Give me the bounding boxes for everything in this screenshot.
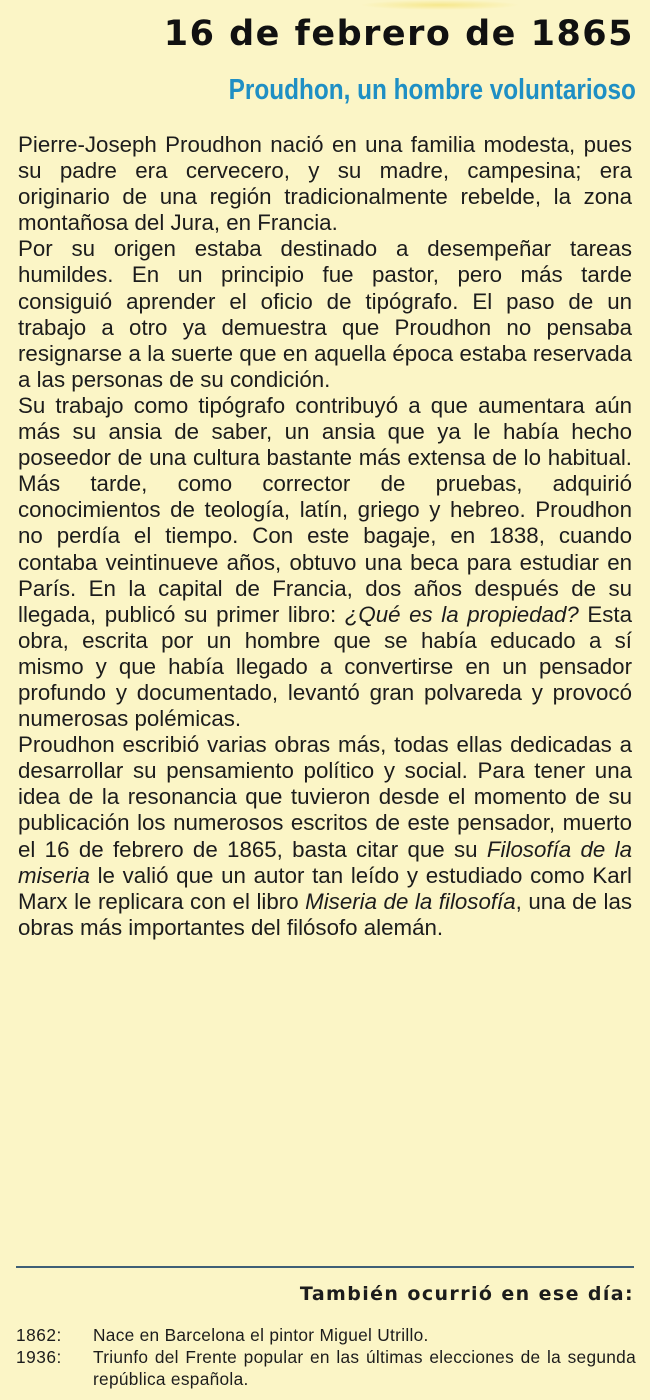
date-title: 16 de febrero de 1865 bbox=[163, 14, 634, 54]
paper-stain bbox=[360, 0, 520, 10]
also-happened-heading: También ocurrió en ese día: bbox=[299, 1283, 634, 1305]
section-divider bbox=[16, 1266, 634, 1268]
text-run: le valió que un autor tan leído y estudiado como Karl Marx le replicara con el libro bbox=[18, 862, 632, 914]
book-title: Filosofía de la miseria bbox=[18, 836, 633, 888]
event-year: 1936: bbox=[16, 1347, 62, 1367]
list-item bbox=[16, 1346, 636, 1390]
text-run: Proudhon escribió varias obras más, todas ellas dedicadas a desarrollar su pensamiento político y social. Para tener una idea de la resonancia que tuvieron desde el momento de su publicación los numerosos escritos de este pensador, muerto el 16 de febrero de 1865, basta citar que su bbox=[18, 732, 632, 862]
paragraph bbox=[18, 732, 632, 941]
book-title: Miseria de la filosofía bbox=[305, 888, 516, 914]
book-title: ¿Qué es la propiedad? bbox=[344, 601, 579, 627]
paragraph bbox=[18, 132, 632, 236]
text-run: , una de las obras más importantes del filósofo alemán. bbox=[18, 888, 632, 940]
article-subtitle: Proudhon, un hombre voluntarioso bbox=[228, 74, 636, 106]
paragraph bbox=[18, 393, 632, 732]
event-text: Triunfo del Frente popular en las últimas elecciones de la segunda república española. bbox=[93, 1347, 636, 1389]
event-year: 1862: bbox=[16, 1325, 62, 1345]
article-body bbox=[18, 132, 632, 941]
event-text: Nace en Barcelona el pintor Miguel Utrillo. bbox=[93, 1325, 429, 1345]
paragraph bbox=[18, 236, 632, 393]
text-run: Esta obra, escrita por un hombre que se había educado a sí mismo y que había llegado a convertirse en un pensador profundo y documentado, levantó gran polvareda y provocó numerosas polémicas. bbox=[18, 601, 633, 732]
events-list bbox=[16, 1324, 636, 1390]
text-run: Pierre-Joseph Proudhon nació en una familia modesta, pues su padre era cervecero, y su madre, campesina; era originario de una región tradicionalmente rebelde, la zona montañosa del Jura, en Francia. bbox=[18, 132, 632, 236]
text-run: Por su origen estaba destinado a desempeñar tareas humildes. En un principio fue pastor, pero más tarde consiguió aprender el oficio de tipógrafo. El paso de un trabajo a otro ya demuestra que Proudhon no pensaba resignarse a la suerte que en aquella época estaba reservada a las personas de su condición. bbox=[18, 236, 632, 392]
list-item bbox=[16, 1324, 636, 1346]
text-run: Su trabajo como tipógrafo contribuyó a que aumentara aún más su ansia de saber, un ansia que ya le había hecho poseedor de una cultura bastante más extensa de lo habitual. Más tarde, como corrector de pruebas, adquirió conocimientos de teología, latín, griego y hebreo. Proudhon no perdía el tiempo. Con este bagaje, en 1838, cuando contaba veintinueve años, obtuvo una beca para estudiar en París. En la capital de Francia, dos años después de su llegada, publicó su primer libro: bbox=[18, 392, 632, 627]
